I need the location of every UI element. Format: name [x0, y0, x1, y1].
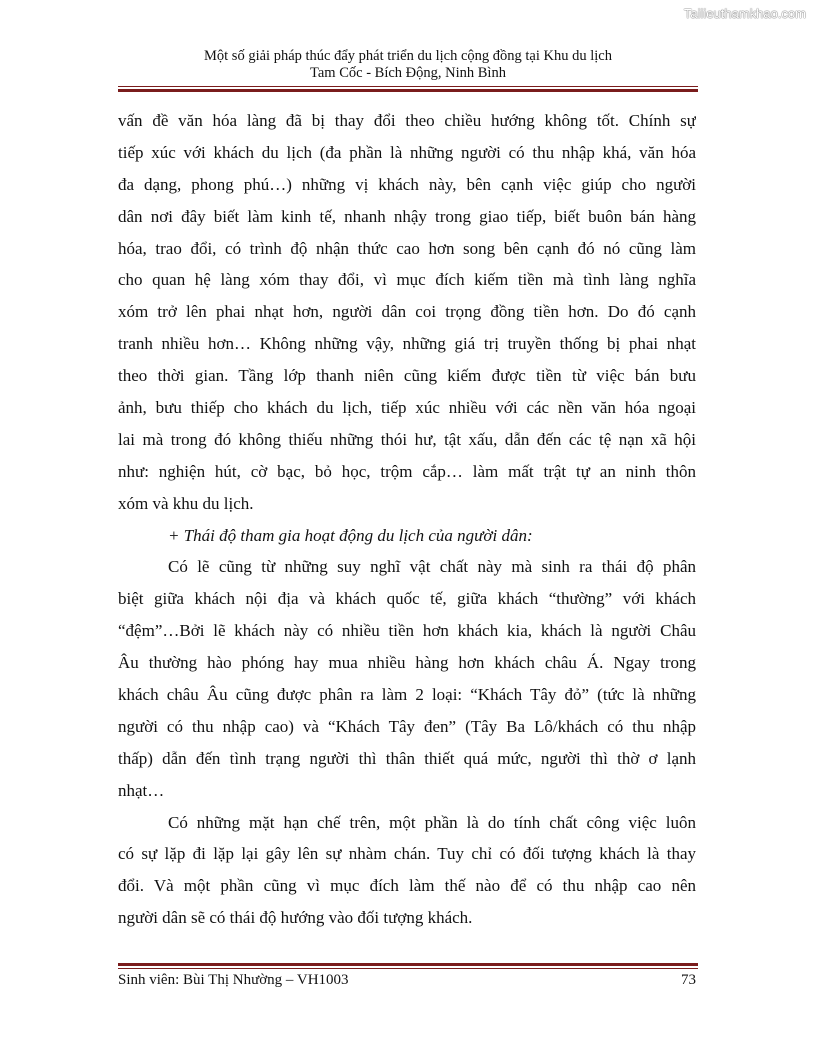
text-line: đa dạng, phong phú…) những vị khách này, bên cạnh việc giúp cho người [118, 174, 696, 194]
text-line: đổi. Và một phần cũng vì mục đích làm thế nào để có thu nhập cao nên [118, 876, 696, 896]
text-line: thấp) dẫn đến tình trạng người thì thân thiết quá mức, người thì thờ ơ lạnh [118, 748, 696, 768]
text-line: nhạt… [118, 780, 165, 800]
text-line: xóm và khu du lịch. [118, 493, 254, 513]
text-line: vấn đề văn hóa làng đã bị thay đổi theo chiều hướng không tốt. Chính sự [118, 111, 696, 130]
header-line-2: Tam Cốc - Bích Động, Ninh Bình [310, 65, 506, 81]
page-header [118, 48, 698, 82]
watermark: Tailieuthamkhao.com [683, 6, 806, 21]
text-line: lai mà trong đó không thiếu những thói hư, tật xấu, dẫn đến các tệ nạn xã hội [118, 429, 696, 449]
header-line-1: Một số giải pháp thúc đẩy phát triển du lịch cộng đồng tại Khu du lịch [204, 48, 612, 64]
text-line: người dân sẽ có thái độ hướng vào đối tượng khách. [118, 908, 473, 928]
text-line: dân nơi đây biết làm kinh tế, nhanh nhậy trong giao tiếp, biết buôn bán hàng [118, 206, 696, 226]
footer-student: Sinh viên: Bùi Thị Nhường – VH1003 [118, 972, 349, 988]
text-line: người có thu nhập cao) và “Khách Tây đen” (Tây Ba Lô/khách có thu nhập [118, 716, 696, 736]
text-line: Có những mặt hạn chế trên, một phần là do tính chất công việc luôn [168, 812, 696, 832]
page-footer [118, 972, 696, 989]
text-line: biệt giữa khách nội địa và khách quốc tế, giữa khách “thường” với khách [118, 589, 696, 609]
text-line: ảnh, bưu thiếp cho khách du lịch, tiếp xúc nhiều với các nền văn hóa ngoại [118, 398, 696, 418]
body-text [118, 105, 696, 934]
text-line: “đệm”…Bởi lẽ khách này có nhiều tiền hơn khách kia, khách là người Châu [118, 621, 696, 641]
text-line: theo thời gian. Tầng lớp thanh niên cũng kiếm được tiền từ việc bán bưu [118, 366, 696, 386]
text-line: tranh nhiều hơn… Không những vậy, những giá trị truyền thống bị phai nhạt [118, 334, 696, 354]
text-line: Âu thường hào phóng hay mua nhiều hàng hơn khách châu Á. Ngay trong [118, 653, 696, 673]
text-line: hóa, trao đổi, có trình độ nhận thức cao hơn song bên cạnh đó nó cũng làm [118, 238, 696, 258]
text-line: cho quan hệ làng xóm thay đổi, vì mục đích kiếm tiền mà tình làng nghĩa [118, 270, 696, 290]
header-rule-thick [118, 89, 698, 92]
section-subheading: + Thái độ tham gia hoạt động du lịch của người dân: [168, 525, 533, 545]
text-line: khách châu Âu cũng được phân ra làm 2 loại: “Khách Tây đỏ” (tức là những [118, 685, 696, 705]
text-line: Có lẽ cũng từ những suy nghĩ vật chất này mà sinh ra thái độ phân [168, 557, 696, 577]
text-line: như: nghiện hút, cờ bạc, bỏ học, trộm cắp… làm mất trật tự an ninh thôn [118, 461, 696, 481]
footer-rule-thick [118, 963, 698, 966]
footer-rule-thin [118, 968, 698, 969]
text-line: xóm trở lên phai nhạt hơn, người dân coi trọng đồng tiền hơn. Do đó cạnh [118, 302, 696, 322]
header-rule-thin [118, 86, 698, 87]
text-line: tiếp xúc với khách du lịch (đa phần là những người có thu nhập khá, văn hóa [118, 142, 696, 162]
text-line: có sự lặp đi lặp lại gây lên sự nhàm chán. Tuy chỉ có đối tượng khách là thay [118, 844, 696, 864]
page-number: 73 [681, 972, 696, 988]
